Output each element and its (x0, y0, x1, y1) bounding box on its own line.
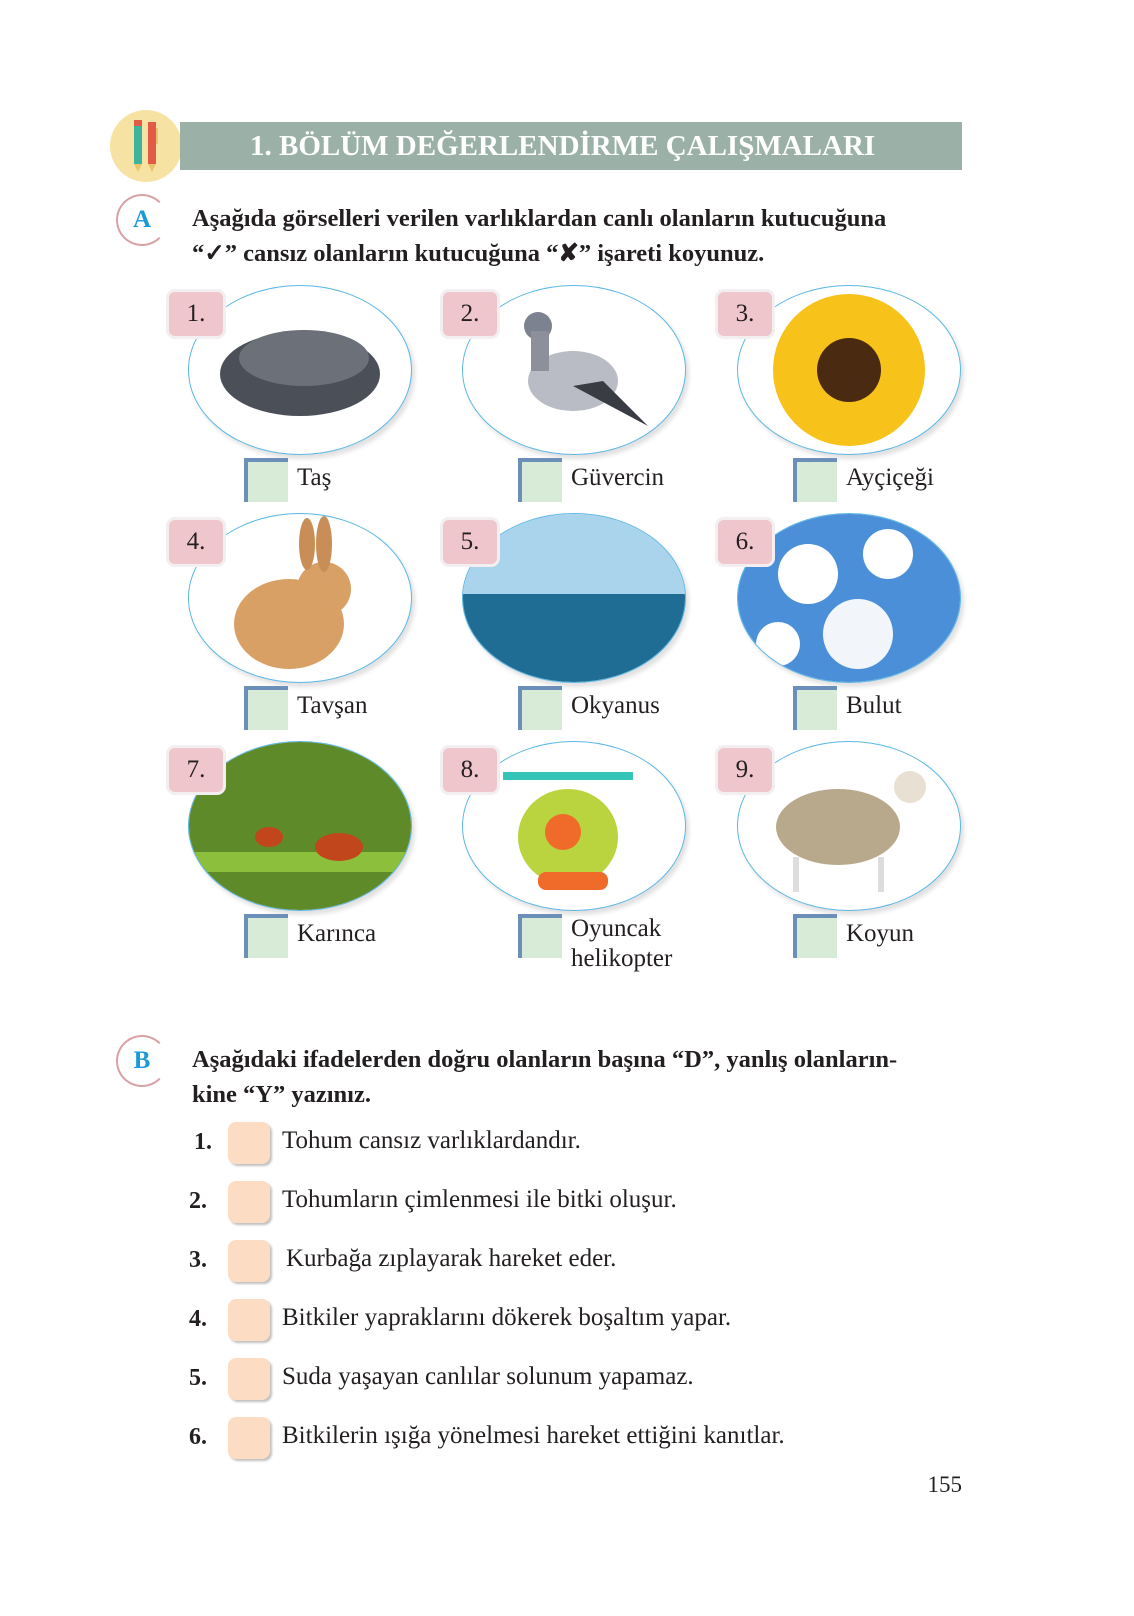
instruction-line: kine “Y” yazınız. (192, 1081, 371, 1108)
item-card (462, 513, 686, 683)
answer-checkbox[interactable] (793, 686, 837, 730)
answer-checkbox[interactable] (244, 914, 288, 958)
chapter-title-banner: 1. BÖLÜM DEĞERLENDİRME ÇALIŞMALARI (180, 122, 962, 170)
statement-number: 1. (194, 1129, 212, 1155)
answer-input-box[interactable] (228, 1181, 270, 1223)
item-number-badge: 1. (166, 289, 226, 339)
section-b-instruction (192, 1042, 897, 1112)
item-label: Okyanus (571, 692, 660, 719)
section-b-marker: B (116, 1035, 168, 1087)
statement-number: 6. (189, 1424, 207, 1450)
item-number-badge: 3. (715, 289, 775, 339)
item-card (737, 513, 961, 683)
answer-input-box[interactable] (228, 1417, 270, 1459)
item-card (462, 285, 686, 455)
section-a-instruction (192, 201, 886, 271)
answer-input-box[interactable] (228, 1358, 270, 1400)
item-label: Tavşan (297, 692, 368, 719)
item-label: Ayçiçeği (846, 464, 934, 491)
item-card (462, 741, 686, 911)
statement-number: 3. (189, 1247, 207, 1273)
item-number-badge: 4. (166, 517, 226, 567)
item-label: Koyun (846, 920, 915, 947)
item-card (188, 285, 412, 455)
statement-text: Bitkiler yapraklarını dökerek boşaltım yapar. (282, 1304, 732, 1331)
answer-input-box[interactable] (228, 1240, 270, 1282)
instruction-line: “✓” cansız olanların kutucuğuna “✘” işareti koyunuz. (192, 240, 765, 267)
answer-input-box[interactable] (228, 1299, 270, 1341)
item-label: Güvercin (571, 464, 665, 491)
answer-checkbox[interactable] (793, 458, 837, 502)
answer-checkbox[interactable] (518, 914, 562, 958)
pencils-icon (110, 110, 182, 182)
item-label: Taş (297, 464, 332, 491)
statement-text: Tohumların çimlenmesi ile bitki oluşur. (282, 1186, 677, 1213)
item-card (737, 741, 961, 911)
item-label: Bulut (846, 692, 902, 719)
answer-checkbox[interactable] (793, 914, 837, 958)
statement-text: Suda yaşayan canlılar solunum yapamaz. (282, 1363, 694, 1390)
item-card (188, 741, 412, 911)
item-number-badge: 7. (166, 745, 226, 795)
instruction-line: Aşağıda görselleri verilen varlıklardan canlı olanların kutucuğuna (192, 205, 887, 232)
item-card (188, 513, 412, 683)
item-label: Karınca (297, 920, 377, 947)
statement-text: Tohum cansız varlıklardandır. (282, 1127, 581, 1154)
answer-checkbox[interactable] (244, 686, 288, 730)
section-a-marker: A (116, 194, 168, 246)
statement-number: 5. (189, 1365, 207, 1391)
item-card (737, 285, 961, 455)
item-number-badge: 2. (440, 289, 500, 339)
answer-checkbox[interactable] (518, 458, 562, 502)
item-number-badge: 8. (440, 745, 500, 795)
item-number-badge: 6. (715, 517, 775, 567)
statement-text: Bitkilerin ışığa yönelmesi hareket ettiğini kanıtlar. (282, 1422, 785, 1449)
page-number: 155 (927, 1472, 962, 1497)
item-label: Oyuncak helikopter (571, 915, 673, 972)
item-number-badge: 5. (440, 517, 500, 567)
instruction-line: Aşağıdaki ifadelerden doğru olanların başına “D”, yanlış olanların- (192, 1046, 898, 1073)
statement-text: Kurbağa zıplayarak hareket eder. (286, 1245, 617, 1272)
statement-number: 2. (189, 1188, 207, 1214)
statement-number: 4. (189, 1306, 207, 1332)
item-number-badge: 9. (715, 745, 775, 795)
answer-input-box[interactable] (228, 1122, 270, 1164)
answer-checkbox[interactable] (244, 458, 288, 502)
answer-checkbox[interactable] (518, 686, 562, 730)
